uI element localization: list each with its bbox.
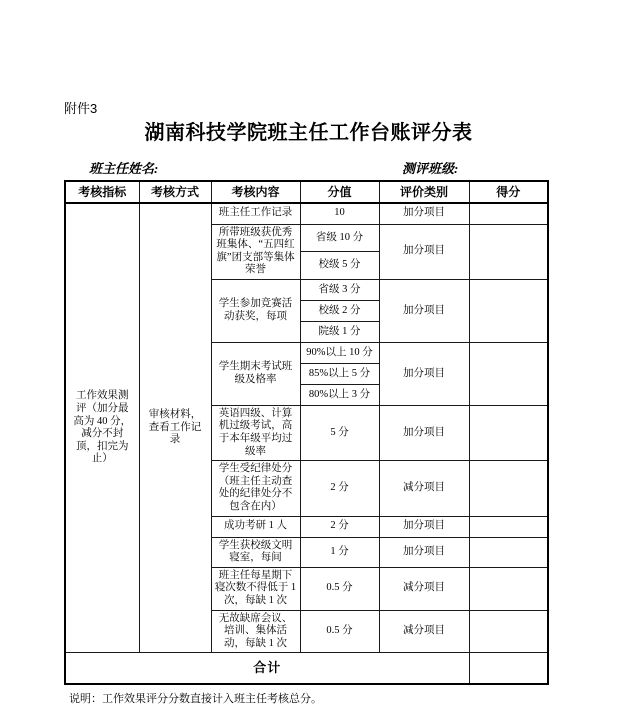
content-cell: 班主任工作记录 [211, 203, 300, 224]
attachment-label: 附件3 [64, 101, 98, 116]
value-cell: 校级 5 分 [300, 252, 379, 280]
category-cell: 加分项目 [379, 342, 469, 405]
value-cell: 省级 3 分 [300, 279, 379, 300]
category-cell: 减分项目 [379, 567, 469, 610]
category-cell: 加分项目 [379, 516, 469, 537]
category-cell: 加分项目 [379, 224, 469, 279]
content-cell: 所带班级获优秀班集体、“五四红旗”团支部等集体荣誉 [211, 224, 300, 279]
column-header-value: 分值 [300, 181, 379, 203]
total-label-cell: 合计 [65, 653, 469, 684]
content-cell: 学生受纪律处分（班主任主动查处的纪律处分不包含在内） [211, 461, 300, 516]
score-cell [469, 279, 548, 342]
score-cell [469, 537, 548, 567]
column-header-content: 考核内容 [211, 181, 300, 203]
total-row [65, 653, 548, 684]
category-cell: 减分项目 [379, 610, 469, 653]
value-cell: 省级 10 分 [300, 224, 379, 252]
content-cell: 成功考研 1 人 [211, 516, 300, 537]
score-cell [469, 224, 548, 279]
value-cell: 0.5 分 [300, 567, 379, 610]
page-title: 湖南科技学院班主任工作台账评分表 [144, 122, 473, 144]
content-cell: 英语四级、计算机过级考试，高于本年级平均过级率 [211, 405, 300, 460]
column-header-score: 得分 [469, 181, 548, 203]
teacher-name-label: 班主任姓名: [89, 161, 159, 176]
column-header-indicator: 考核指标 [65, 181, 139, 203]
total-score-cell [469, 653, 548, 684]
category-cell: 减分项目 [379, 461, 469, 516]
category-cell: 加分项目 [379, 203, 469, 224]
column-header-category: 评价类别 [379, 181, 469, 203]
note-text: 说明：工作效果评分分数直接计入班主任考核总分。 [69, 692, 322, 705]
category-cell: 加分项目 [379, 405, 469, 460]
value-cell: 0.5 分 [300, 610, 379, 653]
value-cell: 校级 2 分 [300, 300, 379, 321]
value-cell: 2 分 [300, 516, 379, 537]
table-row [65, 203, 548, 224]
header-row [65, 181, 548, 203]
value-cell: 1 分 [300, 537, 379, 567]
score-cell [469, 461, 548, 516]
value-cell: 80%以上 3 分 [300, 384, 379, 405]
content-cell: 学生获校级文明寝室，每间 [211, 537, 300, 567]
indicator-cell: 工作效果测评（加分最高为 40 分，减分不封顶，扣完为止） [65, 203, 139, 653]
value-cell: 2 分 [300, 461, 379, 516]
value-cell: 85%以上 5 分 [300, 363, 379, 384]
form-labels-row [0, 158, 617, 178]
score-table-header [65, 181, 548, 203]
score-table [64, 180, 549, 685]
value-cell: 90%以上 10 分 [300, 342, 379, 363]
value-cell: 院级 1 分 [300, 321, 379, 342]
score-cell [469, 610, 548, 653]
content-cell: 无故缺席会议、培训、集体活动，每缺 1 次 [211, 610, 300, 653]
category-cell: 加分项目 [379, 537, 469, 567]
score-table-body [65, 203, 548, 684]
category-cell: 加分项目 [379, 279, 469, 342]
content-cell: 学生参加竞赛活动获奖，每项 [211, 279, 300, 342]
content-cell: 班主任每星期下寝次数不得低于 1 次，每缺 1 次 [211, 567, 300, 610]
column-header-method: 考核方式 [139, 181, 211, 203]
score-cell [469, 203, 548, 224]
score-cell [469, 516, 548, 537]
value-cell: 5 分 [300, 405, 379, 460]
score-cell [469, 405, 548, 460]
value-cell: 10 [300, 203, 379, 224]
score-cell [469, 342, 548, 405]
class-name-label: 测评班级: [402, 161, 459, 176]
score-cell [469, 567, 548, 610]
method-cell: 审核材料，查看工作记录 [139, 203, 211, 653]
content-cell: 学生期末考试班级及格率 [211, 342, 300, 405]
